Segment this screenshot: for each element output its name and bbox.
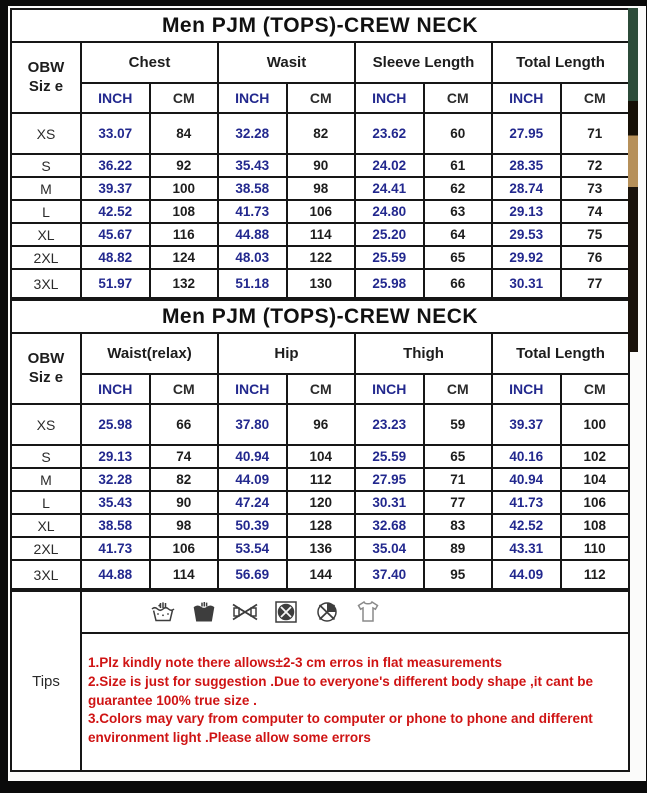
inch-value: 39.37	[81, 177, 150, 200]
cm-value: 122	[287, 246, 356, 269]
size-row-l	[11, 200, 629, 223]
table2-title-row	[11, 300, 629, 333]
inch-value: 32.68	[355, 514, 424, 537]
inch-value: 36.22	[81, 154, 150, 177]
size-row-m	[11, 177, 629, 200]
inch-value: 24.80	[355, 200, 424, 223]
inch-value: 25.59	[355, 445, 424, 468]
cm-value: 114	[150, 560, 219, 589]
table1-title: Men PJM (TOPS)-CREW NECK	[11, 9, 629, 42]
do-not-tumble-dry-icon	[273, 599, 299, 625]
cm-value: 112	[287, 468, 356, 491]
do-not-dry-clean-icon	[314, 599, 340, 625]
cm-value: 96	[287, 404, 356, 445]
cm-value: 92	[150, 154, 219, 177]
cm-value: 71	[424, 468, 493, 491]
table1-size-column-header	[11, 42, 81, 113]
cm-header: CM	[150, 374, 219, 404]
cm-value: 100	[150, 177, 219, 200]
inch-value: 51.18	[218, 269, 287, 298]
table1-title-row	[11, 9, 629, 42]
inch-header: INCH	[81, 83, 150, 113]
size-label: XL	[11, 223, 81, 246]
size-row-xs	[11, 113, 629, 154]
inch-value: 30.31	[492, 269, 561, 298]
inch-value: 27.95	[492, 113, 561, 154]
cm-value: 71	[561, 113, 630, 154]
cm-value: 65	[424, 445, 493, 468]
inch-value: 43.31	[492, 537, 561, 560]
size-label: XS	[11, 113, 81, 154]
tip-item-1: 1.Plz kindly note there allows±2-3 cm erros in flat measurements	[88, 654, 503, 670]
cm-value: 76	[561, 246, 630, 269]
table1-group-waist: Wasit	[218, 42, 355, 83]
inch-value: 29.13	[492, 200, 561, 223]
table2-group-thigh: Thigh	[355, 333, 492, 374]
do-not-soak-icon	[191, 599, 217, 625]
inch-value: 51.97	[81, 269, 150, 298]
size-label: S	[11, 154, 81, 177]
size-label: XL	[11, 514, 81, 537]
inch-value: 41.73	[492, 491, 561, 514]
size-row-2xl	[11, 537, 629, 560]
inch-value: 23.62	[355, 113, 424, 154]
cm-value: 98	[287, 177, 356, 200]
inch-header: INCH	[218, 83, 287, 113]
cm-value: 128	[287, 514, 356, 537]
cm-value: 130	[287, 269, 356, 298]
inch-value: 24.41	[355, 177, 424, 200]
size-row-3xl	[11, 560, 629, 589]
inch-value: 24.02	[355, 154, 424, 177]
size-row-l	[11, 491, 629, 514]
size-row-xl	[11, 514, 629, 537]
inch-value: 32.28	[81, 468, 150, 491]
inch-header: INCH	[492, 83, 561, 113]
table1-group-total-length: Total Length	[492, 42, 629, 83]
inch-value: 48.82	[81, 246, 150, 269]
cm-value: 114	[287, 223, 356, 246]
cm-value: 90	[150, 491, 219, 514]
table1-unit-header-row	[11, 83, 629, 113]
table1-group-sleeve-length: Sleeve Length	[355, 42, 492, 83]
cm-value: 64	[424, 223, 493, 246]
cm-value: 82	[150, 468, 219, 491]
inch-value: 27.95	[355, 468, 424, 491]
cm-value: 66	[424, 269, 493, 298]
cm-value: 116	[150, 223, 219, 246]
cm-value: 59	[424, 404, 493, 445]
do-not-wring-icon	[232, 599, 258, 625]
cm-value: 77	[561, 269, 630, 298]
inch-header: INCH	[81, 374, 150, 404]
cm-value: 82	[287, 113, 356, 154]
cm-header: CM	[150, 83, 219, 113]
size-label: M	[11, 468, 81, 491]
inch-value: 50.39	[218, 514, 287, 537]
table2-unit-header-row	[11, 374, 629, 404]
size-label: Siz e	[28, 368, 64, 386]
table2-group-waist-relax: Waist(relax)	[81, 333, 218, 374]
inch-value: 25.59	[355, 246, 424, 269]
inch-value: 29.53	[492, 223, 561, 246]
table2-group-total-length: Total Length	[492, 333, 629, 374]
tips-text-cell	[81, 633, 629, 771]
inch-value: 44.09	[492, 560, 561, 589]
inch-value: 47.24	[218, 491, 287, 514]
tip-item-2: 2.Size is just for suggestion .Due to everyone's different body shape ,it cant be guarantee 100% true size .	[88, 673, 594, 708]
cm-value: 72	[561, 154, 630, 177]
inch-value: 56.69	[218, 560, 287, 589]
inch-value: 35.43	[218, 154, 287, 177]
inch-value: 40.16	[492, 445, 561, 468]
cm-value: 106	[561, 491, 630, 514]
inch-value: 44.88	[218, 223, 287, 246]
size-chart-sheet	[8, 6, 646, 781]
table2-size-column-header	[11, 333, 81, 404]
size-label: 3XL	[11, 560, 81, 589]
size-row-xl	[11, 223, 629, 246]
tips-label: Tips	[11, 591, 81, 771]
cm-value: 132	[150, 269, 219, 298]
size-row-m	[11, 468, 629, 491]
size-label: S	[11, 445, 81, 468]
cm-value: 95	[424, 560, 493, 589]
inch-value: 28.74	[492, 177, 561, 200]
inch-value: 25.98	[81, 404, 150, 445]
inch-value: 41.73	[218, 200, 287, 223]
inch-value: 38.58	[81, 514, 150, 537]
size-row-s	[11, 445, 629, 468]
table1-group-header-row	[11, 42, 629, 83]
cm-value: 65	[424, 246, 493, 269]
inch-value: 25.98	[355, 269, 424, 298]
inch-value: 44.09	[218, 468, 287, 491]
cm-value: 136	[287, 537, 356, 560]
cm-value: 110	[561, 537, 630, 560]
cm-value: 108	[561, 514, 630, 537]
hand-wash-icon	[150, 599, 176, 625]
size-label: XS	[11, 404, 81, 445]
cm-value: 104	[561, 468, 630, 491]
inch-header: INCH	[355, 374, 424, 404]
cm-header: CM	[561, 83, 630, 113]
size-row-xs	[11, 404, 629, 445]
inch-value: 29.92	[492, 246, 561, 269]
size-table-tops-lower	[10, 299, 630, 590]
inch-value: 39.37	[492, 404, 561, 445]
inch-value: 42.52	[81, 200, 150, 223]
cm-value: 100	[561, 404, 630, 445]
cm-value: 61	[424, 154, 493, 177]
table2-body	[11, 404, 629, 589]
inch-value: 37.80	[218, 404, 287, 445]
inch-header: INCH	[218, 374, 287, 404]
inch-value: 37.40	[355, 560, 424, 589]
inch-value: 23.23	[355, 404, 424, 445]
inch-value: 35.43	[81, 491, 150, 514]
inch-value: 44.88	[81, 560, 150, 589]
size-label: L	[11, 491, 81, 514]
cm-value: 75	[561, 223, 630, 246]
table1-body	[11, 113, 629, 298]
cm-value: 74	[561, 200, 630, 223]
care-icons-row	[11, 591, 629, 633]
inch-value: 33.07	[81, 113, 150, 154]
cm-value: 84	[150, 113, 219, 154]
tip-item-3: 3.Colors may vary from computer to computer or phone to phone and different environment light .Please allow some errors	[88, 711, 593, 746]
cm-value: 112	[561, 560, 630, 589]
care-icons-cell	[81, 591, 629, 633]
obw-label: OBW	[27, 349, 65, 367]
inch-value: 32.28	[218, 113, 287, 154]
cm-value: 62	[424, 177, 493, 200]
size-label: 2XL	[11, 537, 81, 560]
size-row-3xl	[11, 269, 629, 298]
size-table-tops-upper	[10, 8, 630, 299]
cm-value: 104	[287, 445, 356, 468]
inch-header: INCH	[355, 83, 424, 113]
cm-value: 77	[424, 491, 493, 514]
inch-value: 30.31	[355, 491, 424, 514]
cm-value: 74	[150, 445, 219, 468]
cm-header: CM	[287, 374, 356, 404]
inch-value: 38.58	[218, 177, 287, 200]
inch-value: 40.94	[492, 468, 561, 491]
inch-value: 35.04	[355, 537, 424, 560]
inch-value: 42.52	[492, 514, 561, 537]
cm-value: 83	[424, 514, 493, 537]
inch-value: 28.35	[492, 154, 561, 177]
inch-value: 41.73	[81, 537, 150, 560]
cm-header: CM	[424, 374, 493, 404]
drip-dry-icon	[355, 599, 381, 625]
cm-value: 120	[287, 491, 356, 514]
cm-value: 106	[287, 200, 356, 223]
inch-value: 53.54	[218, 537, 287, 560]
tips-text-row	[11, 633, 629, 771]
cm-value: 60	[424, 113, 493, 154]
inch-value: 45.67	[81, 223, 150, 246]
size-label: Siz e	[28, 77, 64, 95]
cm-value: 66	[150, 404, 219, 445]
size-row-s	[11, 154, 629, 177]
table2-group-header-row	[11, 333, 629, 374]
cm-value: 89	[424, 537, 493, 560]
cm-value: 98	[150, 514, 219, 537]
table2-title: Men PJM (TOPS)-CREW NECK	[11, 300, 629, 333]
inch-value: 40.94	[218, 445, 287, 468]
cm-value: 124	[150, 246, 219, 269]
obw-label: OBW	[27, 58, 65, 76]
size-label: 3XL	[11, 269, 81, 298]
cm-header: CM	[287, 83, 356, 113]
inch-value: 48.03	[218, 246, 287, 269]
inch-value: 25.20	[355, 223, 424, 246]
cm-header: CM	[561, 374, 630, 404]
size-label: M	[11, 177, 81, 200]
cm-value: 102	[561, 445, 630, 468]
table1-group-chest: Chest	[81, 42, 218, 83]
cm-value: 73	[561, 177, 630, 200]
table2-group-hip: Hip	[218, 333, 355, 374]
cm-value: 144	[287, 560, 356, 589]
inch-header: INCH	[492, 374, 561, 404]
size-chart-content	[8, 6, 632, 772]
size-row-2xl	[11, 246, 629, 269]
cm-value: 106	[150, 537, 219, 560]
size-label: L	[11, 200, 81, 223]
size-label: 2XL	[11, 246, 81, 269]
cm-header: CM	[424, 83, 493, 113]
tips-section	[10, 590, 630, 772]
inch-value: 29.13	[81, 445, 150, 468]
cm-value: 90	[287, 154, 356, 177]
background-photo-strip	[628, 8, 638, 352]
cm-value: 108	[150, 200, 219, 223]
cm-value: 63	[424, 200, 493, 223]
